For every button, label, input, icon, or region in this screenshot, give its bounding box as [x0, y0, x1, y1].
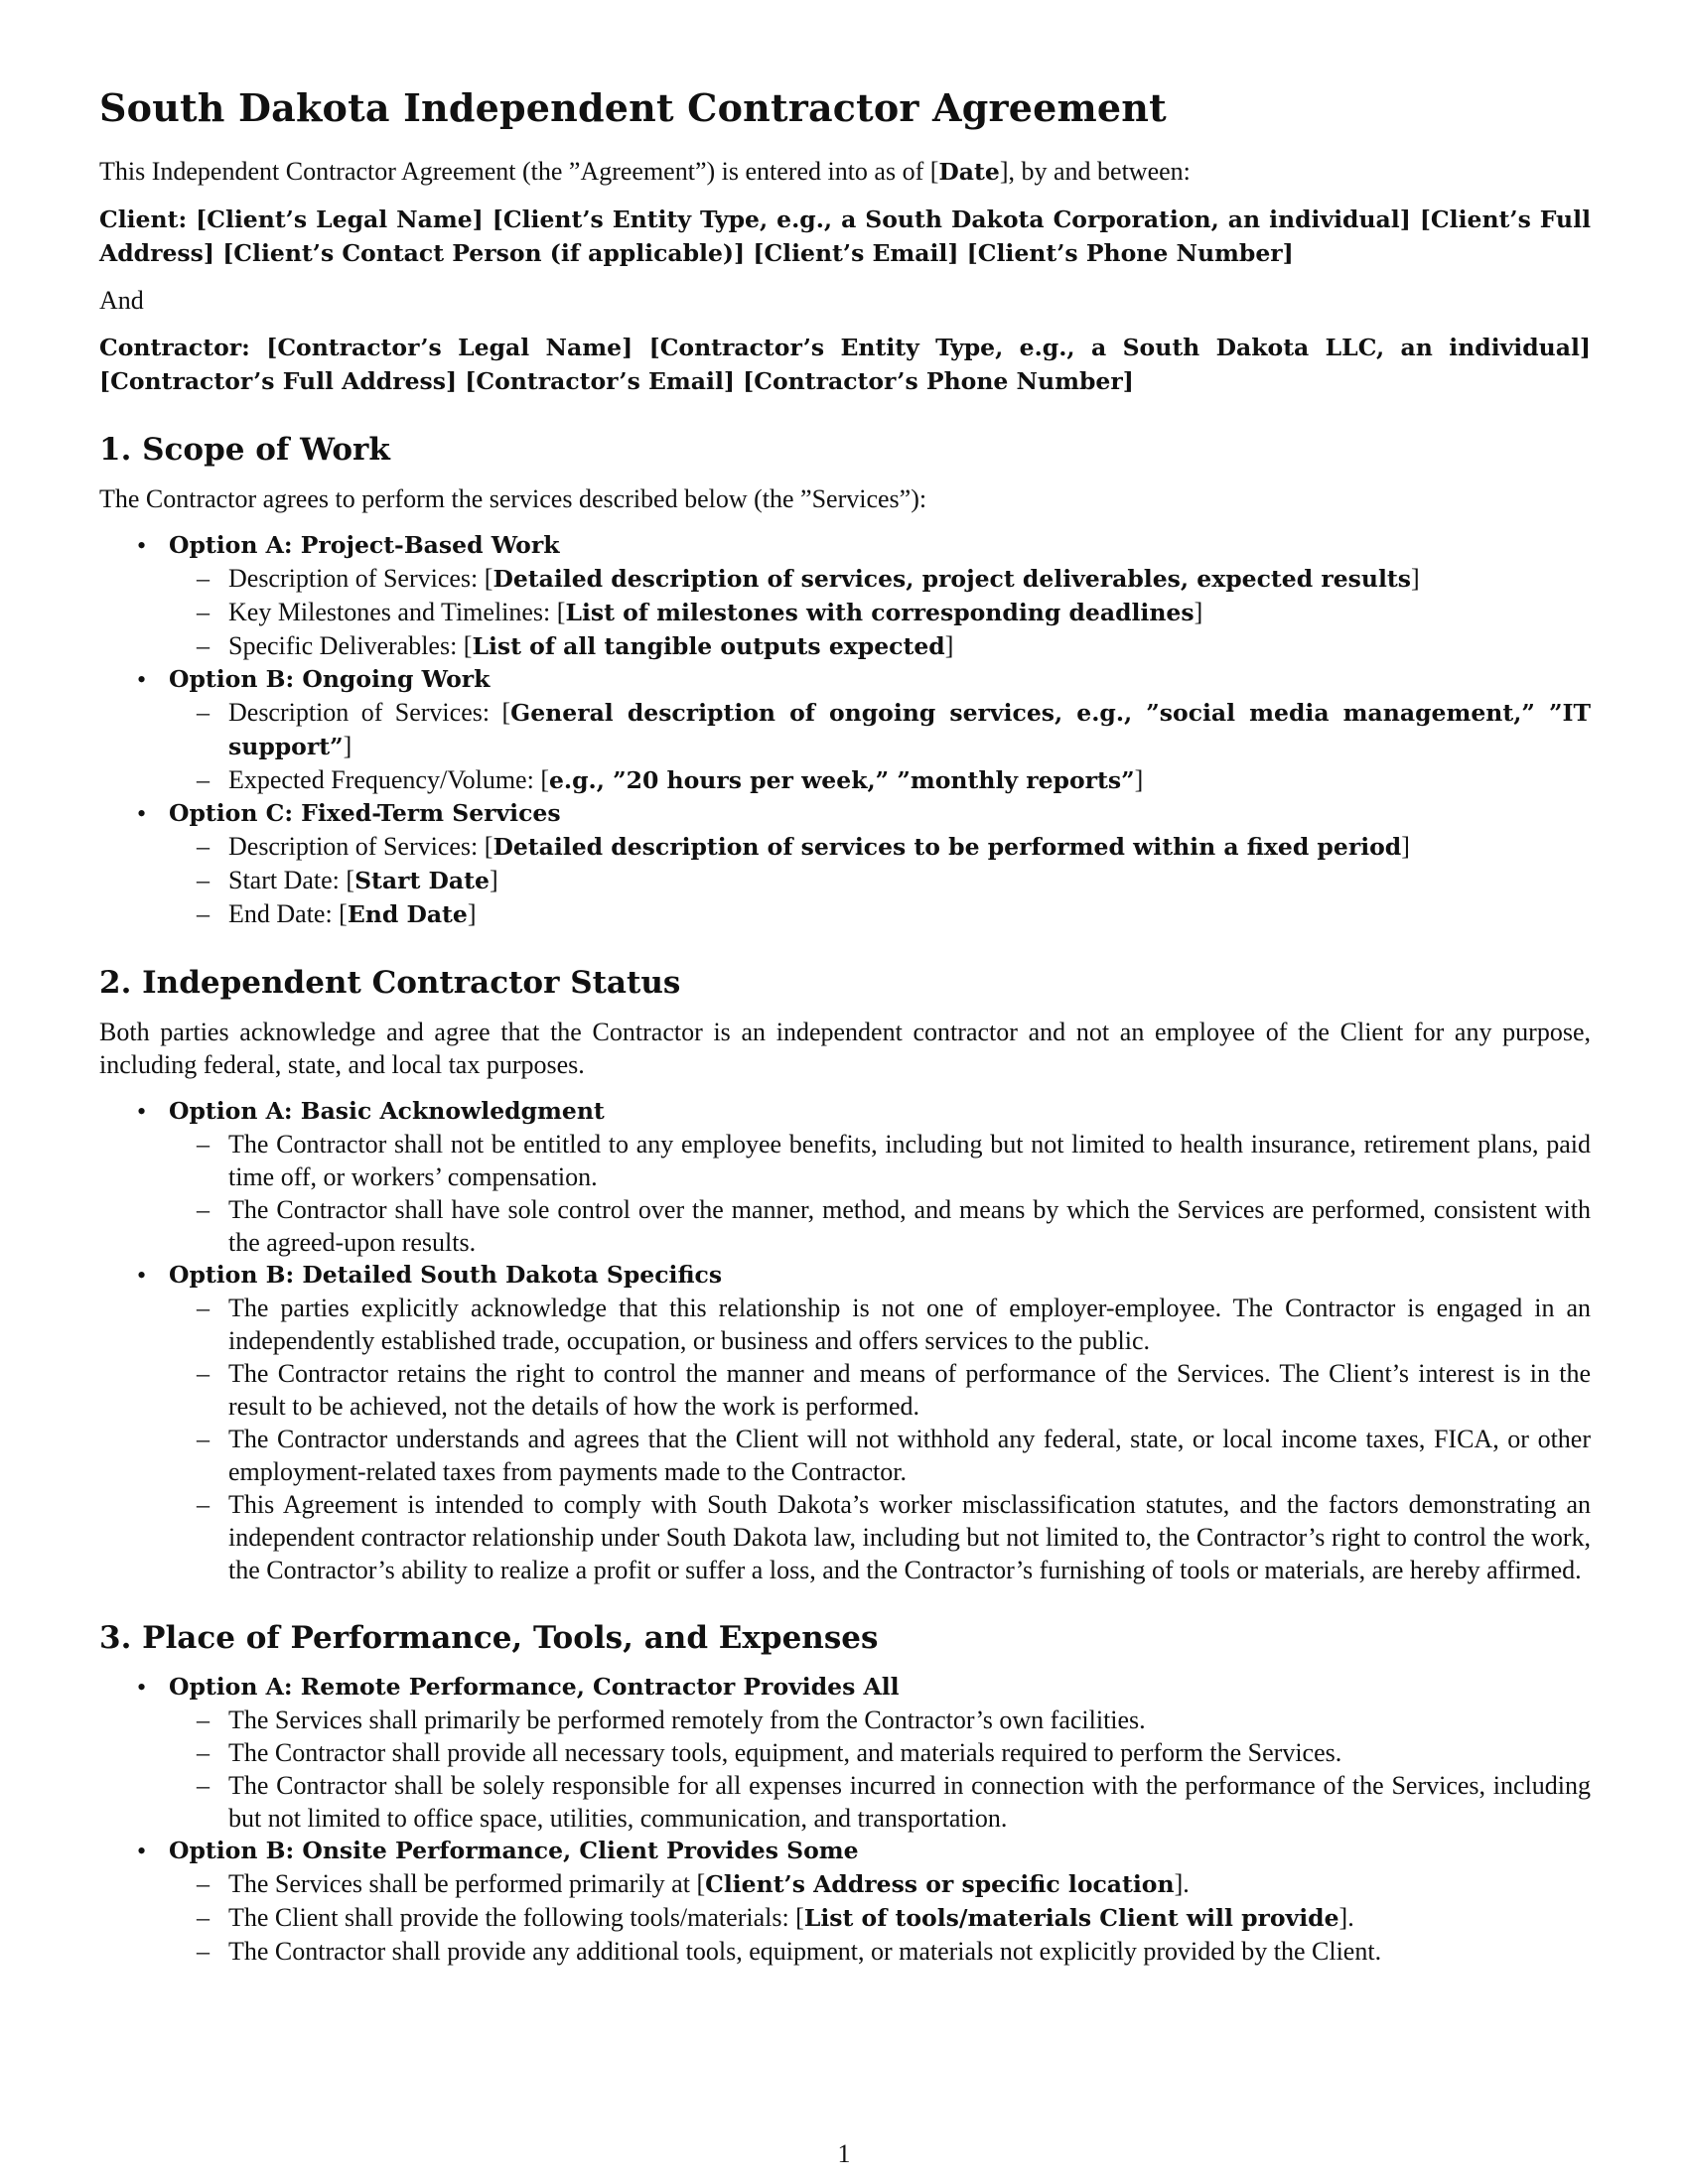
section-1-options: [99, 529, 1591, 931]
option-title: Option B: Ongoing Work: [169, 664, 491, 693]
sub-item: [169, 1901, 1591, 1935]
placeholder-value: Detailed description of services, project deliverables, expected results: [492, 564, 1411, 593]
page-number: 1: [837, 2139, 851, 2168]
dash-icon: –: [197, 1194, 210, 1224]
option-item: [99, 1259, 1591, 1586]
dash-icon: –: [197, 1937, 210, 1967]
sub-item: [169, 1769, 1591, 1835]
sub-list: [169, 696, 1591, 797]
sub-item: – Description of Services: [Detailed description of services to be performed within a fixed period]: [197, 831, 1410, 861]
dash-icon: –: [197, 764, 210, 794]
sub-item-label: Expected Frequency/Volume: [: [228, 764, 549, 794]
option-title: Option A: Remote Performance, Contractor Provides All: [169, 1673, 900, 1702]
sub-item: [169, 1128, 1591, 1193]
dash-icon: –: [197, 1293, 210, 1322]
dash-icon: –: [197, 1424, 210, 1453]
document-page: [99, 85, 1591, 1968]
sub-item: [169, 1357, 1591, 1423]
section-3-options: [99, 1671, 1591, 1968]
bullet-icon: •: [137, 1096, 147, 1126]
dash-icon: –: [197, 898, 210, 928]
section-heading-scope-of-work: 1. Scope of Work: [99, 431, 390, 468]
document-title: South Dakota Independent Contractor Agreement: [99, 85, 1167, 130]
sub-item: [169, 1736, 1591, 1769]
bullet-icon: •: [137, 530, 147, 560]
placeholder-value: Client’s Address or specific location: [705, 1870, 1175, 1899]
placeholder-value: Start Date: [354, 866, 490, 894]
placeholder-value: General description of ongoing services, e.g., ”social media management,” ”IT support”: [228, 698, 1591, 760]
sub-list: [169, 1128, 1591, 1259]
sub-item-label: Start Date: [: [228, 865, 355, 894]
sub-item-text: The Contractor shall be solely responsible for all expenses incurred in connection with the performance of the Services, including but not limited to office space, utilities, communication, and transportation.: [228, 1771, 1591, 1834]
sub-item: [169, 1935, 1591, 1968]
sub-item-text: This Agreement is intended to comply with South Dakota’s worker misclassification statutes, and the factors demonstrating an independent contractor relationship under South Dakota law, including but not limited to, the Contractor’s right to control the work, the Contractor’s ability to realize a profit or suffer a loss, and the Contractor’s furnishing of tools or materials, are hereby affirmed.: [228, 1489, 1591, 1584]
dash-icon: –: [197, 831, 210, 861]
contractor-block: [99, 331, 1591, 398]
date-placeholder: Date: [938, 157, 1000, 186]
sub-item: – Description of Services: [Detailed description of services, project deliverables, expected results]: [197, 563, 1420, 593]
sub-item-label: Key Milestones and Timelines: [: [228, 597, 566, 626]
sub-item: [169, 1193, 1591, 1259]
dash-icon: –: [197, 1489, 210, 1519]
sub-item-text: The parties explicitly acknowledge that this relationship is not one of employer-employee. The Contractor is engaged in an independently established trade, occupation, or business and offers services to the public.: [228, 1293, 1591, 1355]
sub-item-text: The Contractor retains the right to control the manner and means of performance of the Services. The Client’s interest is in the result to be achieved, not the details of how the work is performed.: [228, 1358, 1591, 1421]
option-item: [99, 1095, 1591, 1259]
sub-item: – Specific Deliverables: [List of all tangible outputs expected]: [197, 630, 954, 660]
sub-item-label: The Services shall be performed primarily at [: [228, 1869, 706, 1899]
bullet-icon: •: [137, 1837, 147, 1866]
dash-icon: –: [197, 1903, 210, 1933]
bullet-icon: •: [137, 798, 147, 828]
placeholder-value: List of all tangible outputs expected: [472, 631, 945, 660]
sub-item: – Start Date: [Start Date]: [197, 865, 498, 894]
placeholder-value: End Date: [347, 899, 468, 928]
sub-item-text: The Contractor shall provide all necessary tools, equipment, and materials required to perform the Services.: [228, 1738, 1342, 1768]
placeholder-value: Detailed description of services to be performed within a fixed period: [492, 832, 1402, 861]
sub-item: – Expected Frequency/Volume: [e.g., ”20 hours per week,” ”monthly reports”]: [197, 764, 1144, 794]
option-title: Option A: Basic Acknowledgment: [169, 1096, 605, 1125]
section-heading-place-of-performance: 3. Place of Performance, Tools, and Expenses: [99, 1619, 879, 1656]
sub-item-label: Description of Services: [: [228, 697, 511, 727]
sub-item-end: ].: [1338, 1903, 1354, 1933]
section-heading-contractor-status: 2. Independent Contractor Status: [99, 964, 681, 1001]
section-2-options: [99, 1095, 1591, 1586]
sub-item: [169, 1867, 1591, 1901]
client-details: Client: [Client’s Legal Name] [Client’s Entity Type, e.g., a South Dakota Corporation, an individual] [Client’s Full Address] [Client’s Contact Person (if applicable)] [Client’s Email] [Client’s Phone Number]: [99, 205, 1591, 267]
bullet-icon: •: [137, 664, 147, 694]
sub-item: – Description of Services: [General description of ongoing services, e.g., ”social media management,” ”IT support”]: [197, 697, 1591, 760]
sub-item-end: ].: [1174, 1869, 1190, 1899]
option-title: Option C: Fixed-Term Services: [169, 798, 561, 827]
sub-list: [169, 830, 1591, 931]
sub-item: [169, 1423, 1591, 1488]
placeholder-value: List of milestones with corresponding deadlines: [565, 598, 1195, 626]
dash-icon: –: [197, 1129, 210, 1159]
sub-item: – Key Milestones and Timelines: [List of milestones with corresponding deadlines]: [197, 597, 1203, 626]
option-title: Option B: Detailed South Dakota Specifics: [169, 1260, 723, 1289]
client-block: [99, 203, 1591, 270]
dash-icon: –: [197, 1358, 210, 1388]
sub-item: – End Date: [End Date]: [197, 898, 477, 928]
sub-list: [169, 1867, 1591, 1968]
sub-item: [169, 1292, 1591, 1357]
sub-item-text: The Services shall primarily be performed remotely from the Contractor’s own facilities.: [228, 1706, 1146, 1735]
sub-item-label: The Client shall provide the following tools/materials: [: [228, 1903, 804, 1933]
placeholder-value: List of tools/materials Client will provide: [803, 1904, 1339, 1933]
and-text: And: [99, 285, 144, 315]
dash-icon: –: [197, 1869, 210, 1899]
sub-list: [169, 562, 1591, 663]
intro-paragraph: [99, 155, 1591, 189]
sub-item-text: The Contractor shall not be entitled to any employee benefits, including but not limited to health insurance, retirement plans, paid time off, or workers’ compensation.: [228, 1129, 1591, 1191]
sub-list: [169, 1704, 1591, 1835]
dash-icon: –: [197, 697, 210, 727]
sub-item-label: Specific Deliverables: [: [228, 630, 473, 660]
option-title: Option A: Project-Based Work: [169, 530, 560, 559]
option-item: [99, 797, 1591, 931]
sub-item-label: Description of Services: [: [228, 563, 493, 593]
option-item: [99, 1835, 1591, 1968]
dash-icon: –: [197, 1771, 210, 1801]
placeholder-value: e.g., ”20 hours per week,” ”monthly reports”: [548, 765, 1135, 794]
dash-icon: –: [197, 1706, 210, 1735]
bullet-icon: •: [137, 1260, 147, 1290]
sub-item: [169, 1488, 1591, 1586]
intro-text-before: This Independent Contractor Agreement (the ”Agreement”) is entered into as of [: [99, 156, 939, 186]
sub-item-text: The Contractor shall provide any additional tools, equipment, or materials not explicitly provided by the Client.: [228, 1937, 1382, 1967]
option-title: Option B: Onsite Performance, Client Provides Some: [169, 1837, 859, 1865]
sub-item: [169, 1704, 1591, 1736]
option-item: [99, 1671, 1591, 1835]
dash-icon: –: [197, 865, 210, 894]
dash-icon: –: [197, 563, 210, 593]
intro-text-after: ], by and between:: [999, 156, 1191, 186]
dash-icon: –: [197, 1738, 210, 1768]
sub-list: [169, 1292, 1591, 1586]
option-item: [99, 663, 1591, 797]
sub-item-label: End Date: [: [228, 898, 348, 928]
dash-icon: –: [197, 597, 210, 626]
section-1-intro: The Contractor agrees to perform the services described below (the ”Services”):: [99, 483, 927, 513]
contractor-details: Contractor: [Contractor’s Legal Name] [Contractor’s Entity Type, e.g., a South Dakota LLC, an individual] [Contractor’s Full Address] [Contractor’s Email] [Contractor’s Phone Number]: [99, 333, 1591, 395]
sub-item-label: Description of Services: [: [228, 831, 493, 861]
bullet-icon: •: [137, 1673, 147, 1703]
section-2-intro: Both parties acknowledge and agree that the Contractor is an independent contractor and not an employee of the Client for any purpose, including federal, state, and local tax purposes.: [99, 1017, 1591, 1079]
sub-item-text: The Contractor understands and agrees that the Client will not withhold any federal, state, or local income taxes, FICA, or other employment-related taxes from payments made to the Contractor.: [228, 1424, 1591, 1486]
sub-item-text: The Contractor shall have sole control over the manner, method, and means by which the Services are performed, consistent with the agreed-upon results.: [228, 1194, 1591, 1257]
option-item: [99, 529, 1591, 663]
dash-icon: –: [197, 630, 210, 660]
